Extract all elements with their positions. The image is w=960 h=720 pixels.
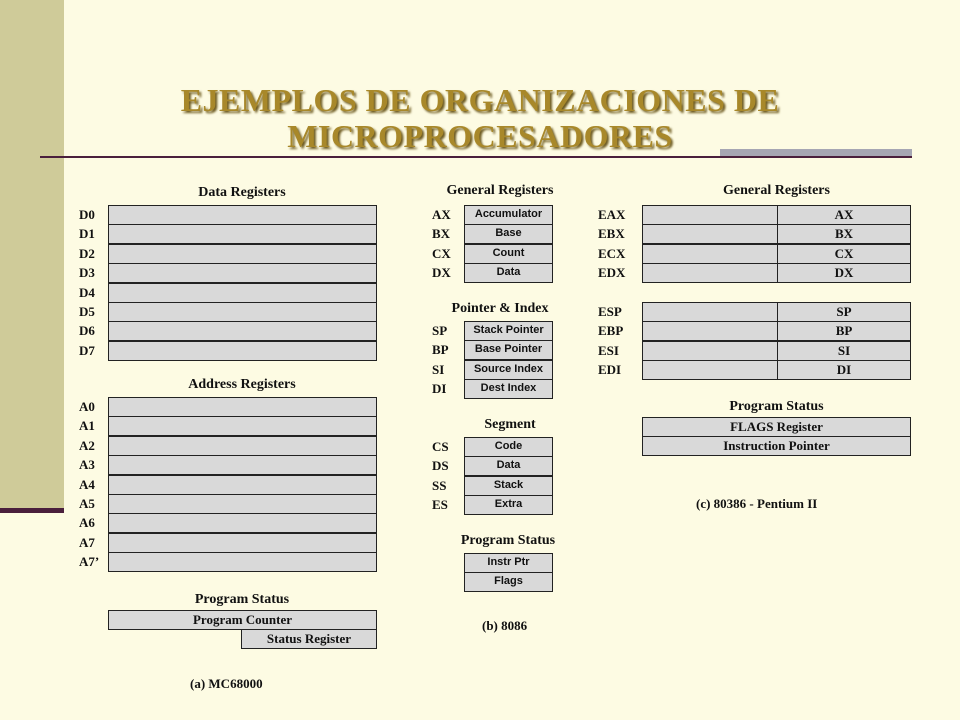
segment-header: Segment — [484, 417, 536, 432]
register-label: A7 — [79, 534, 95, 550]
title-line-2: MICROPROCESADORES — [287, 118, 673, 154]
register-label: D7 — [79, 342, 95, 358]
register-high-box — [642, 205, 778, 225]
register-label: EAX — [598, 207, 626, 222]
register-box — [108, 321, 377, 341]
status-register-box: Status Register — [241, 629, 377, 649]
register-box: Data — [464, 263, 553, 283]
register-low-box: DI — [777, 360, 911, 380]
register-label: D2 — [79, 245, 95, 261]
register-box — [108, 533, 377, 553]
register-label: DX — [432, 265, 451, 281]
register-label: A7’ — [79, 554, 100, 570]
mc-program-status-header: Program Status — [194, 592, 290, 607]
i8086-program-status-header: Program Status — [460, 533, 556, 548]
register-box: Accumulator — [464, 205, 553, 225]
register-label: AX — [432, 207, 451, 222]
register-low-box: DX — [777, 263, 911, 283]
register-high-box — [642, 244, 778, 264]
register-label: D6 — [79, 323, 95, 339]
register-low-box: SP — [777, 302, 911, 322]
register-box: Base Pointer — [464, 340, 553, 360]
register-label: ESI — [598, 342, 619, 358]
register-high-box — [642, 224, 778, 244]
register-box: Count — [464, 244, 553, 264]
register-label: A1 — [79, 418, 95, 434]
register-label: A5 — [79, 496, 95, 511]
register-label: SI — [432, 361, 445, 377]
register-box: Dest Index — [464, 379, 553, 399]
register-label: EBP — [598, 323, 624, 339]
data-registers-header: Data Registers — [198, 185, 286, 200]
register-box: Source Index — [464, 360, 553, 380]
register-label: A3 — [79, 457, 95, 473]
register-label: BX — [432, 226, 451, 242]
title-rule — [40, 156, 912, 158]
register-label: D4 — [79, 284, 95, 300]
register-high-box — [642, 263, 778, 283]
register-label: D5 — [79, 304, 95, 319]
title-line-1: EJEMPLOS DE ORGANIZACIONES DE — [180, 82, 780, 118]
register-high-box — [642, 321, 778, 341]
register-label: A0 — [79, 399, 95, 414]
register-high-box — [642, 302, 778, 322]
sidebar-underline — [0, 508, 64, 513]
register-box — [108, 513, 377, 533]
slide-title — [60, 82, 900, 154]
register-low-box: CX — [777, 244, 911, 264]
register-label: D1 — [79, 226, 95, 242]
register-box: Data — [464, 456, 553, 476]
register-label: BP — [432, 342, 449, 358]
register-label: ESP — [598, 304, 622, 319]
register-box — [108, 224, 377, 244]
status-box: FLAGS Register — [642, 417, 911, 437]
register-label: CX — [432, 245, 451, 261]
register-box — [108, 244, 377, 264]
register-label: D0 — [79, 207, 95, 222]
register-low-box: BX — [777, 224, 911, 244]
register-box: Extra — [464, 495, 553, 515]
status-box: Instruction Pointer — [642, 436, 911, 456]
address-registers-header: Address Registers — [188, 377, 296, 392]
register-box — [108, 263, 377, 283]
program-counter-box: Program Counter — [108, 610, 377, 630]
register-label: EDX — [598, 265, 626, 281]
caption-8086: (b) 8086 — [482, 618, 528, 633]
register-label: DI — [432, 381, 447, 397]
register-box — [108, 494, 377, 514]
register-label: CS — [432, 439, 449, 454]
status-box: Flags — [464, 572, 553, 592]
caption-pentium: (c) 80386 - Pentium II — [696, 496, 818, 511]
register-label: SP — [432, 323, 448, 338]
register-label: D3 — [79, 265, 95, 281]
pentium-program-status-header: Program Status — [729, 399, 824, 414]
register-box — [108, 341, 377, 361]
i8086-general-header: General Registers — [446, 183, 554, 198]
register-high-box — [642, 341, 778, 361]
status-box: Instr Ptr — [464, 553, 553, 573]
register-box: Stack — [464, 476, 553, 496]
register-low-box: BP — [777, 321, 911, 341]
register-box — [108, 283, 377, 303]
register-label: A6 — [79, 515, 95, 531]
register-high-box — [642, 360, 778, 380]
register-label: A4 — [79, 476, 95, 492]
register-low-box: AX — [777, 205, 911, 225]
register-label: DS — [432, 458, 449, 474]
register-box — [108, 436, 377, 456]
register-box — [108, 205, 377, 225]
register-low-box: SI — [777, 341, 911, 361]
caption-mc68000: (a) MC68000 — [190, 676, 263, 691]
register-box — [108, 397, 377, 417]
register-box — [108, 302, 377, 322]
register-box — [108, 552, 377, 572]
register-label: EBX — [598, 226, 625, 242]
sidebar-decoration — [0, 0, 64, 511]
register-box — [108, 475, 377, 495]
register-label: A2 — [79, 437, 95, 453]
register-box — [108, 455, 377, 475]
pointer-index-header: Pointer & Index — [451, 301, 549, 316]
register-box — [108, 416, 377, 436]
register-label: ES — [432, 497, 448, 513]
register-box: Base — [464, 224, 553, 244]
register-label: EDI — [598, 362, 622, 378]
register-label: ECX — [598, 245, 626, 261]
register-label: SS — [432, 477, 447, 493]
pentium-general-header: General Registers — [723, 183, 830, 198]
register-box: Stack Pointer — [464, 321, 553, 341]
register-box: Code — [464, 437, 553, 457]
